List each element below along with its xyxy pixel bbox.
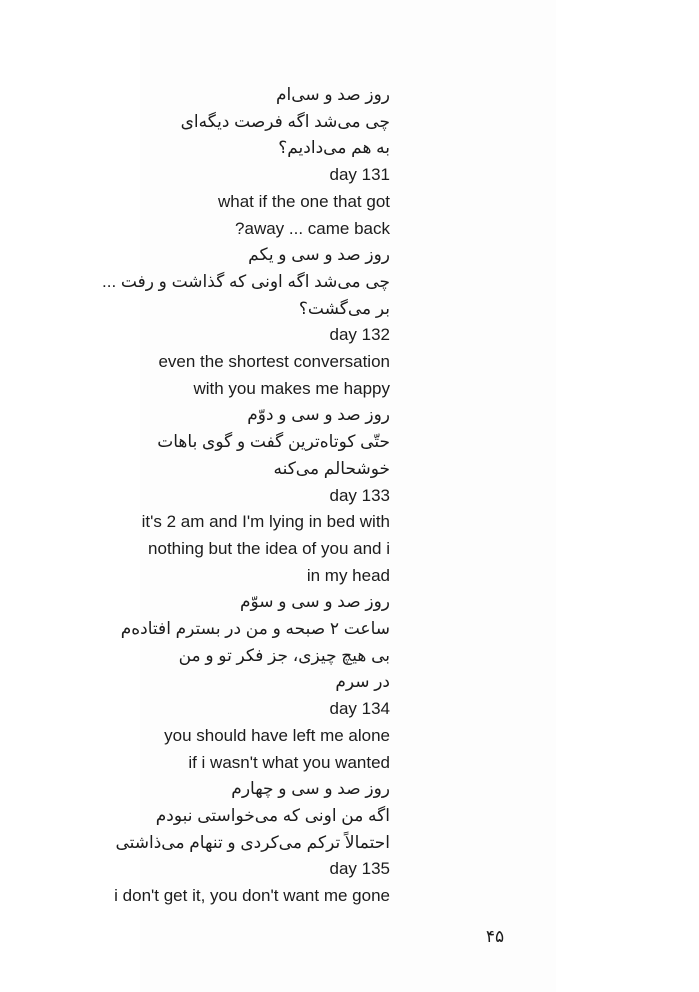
text-line: چی می‌شد اگه فرصت دیگه‌ای xyxy=(180,111,390,131)
text-line: day 132 xyxy=(329,325,390,345)
text-line: احتمالاً ترکم می‌کردی و تنهام می‌ذاشتی xyxy=(115,832,390,852)
text-line: day 133 xyxy=(329,485,390,505)
text-line: away ... came back? xyxy=(235,218,390,238)
text-line: خوشحالم می‌کنه xyxy=(273,458,390,478)
text-line: it's 2 am and I'm lying in bed with xyxy=(141,512,390,532)
text-line: بی هیچ چیزی، جز فکر تو و من xyxy=(178,645,390,665)
text-lines xyxy=(102,82,390,910)
text-line: even the shortest conversation xyxy=(158,352,390,372)
book-page xyxy=(102,0,556,992)
text-line: روز صد و سی و دوّم xyxy=(247,405,390,425)
text-line: if i wasn't what you wanted xyxy=(188,752,390,772)
text-line: in my head xyxy=(306,565,390,585)
text-line: ساعت ۲ صبحه و من در بسترم افتاده‌م xyxy=(120,619,390,639)
text-line: در سرم xyxy=(335,672,390,692)
text-line: you should have left me alone xyxy=(164,725,390,745)
text-line: چی می‌شد اگه اونی که گذاشت و رفت ... xyxy=(102,271,390,291)
text-line: day 135 xyxy=(329,859,390,879)
text-line: به هم می‌دادیم؟ xyxy=(278,138,390,158)
text-line: حتّی کوتاه‌ترین گفت و گوی باهات xyxy=(157,432,390,452)
text-line: روز صد و سی‌ام xyxy=(275,85,390,104)
text-line: day 131 xyxy=(329,165,390,185)
text-line: روز صد و سی و چهارم xyxy=(231,779,390,799)
text-line: i don't get it, you don't want me gone xyxy=(114,886,390,906)
page-number: ۴۵ xyxy=(485,927,505,946)
text-line: اگه من اونی که می‌خواستی نبودم xyxy=(155,805,390,825)
text-line: بر می‌گشت؟ xyxy=(298,298,390,318)
text-line: what if the one that got xyxy=(217,191,390,211)
text-line: روز صد و سی و سوّم xyxy=(240,592,390,612)
text-line: nothing but the idea of you and i xyxy=(148,538,390,558)
text-line: روز صد و سی و یکم xyxy=(248,245,390,265)
text-line: with you makes me happy xyxy=(193,378,390,398)
text-line: day 134 xyxy=(329,699,390,719)
